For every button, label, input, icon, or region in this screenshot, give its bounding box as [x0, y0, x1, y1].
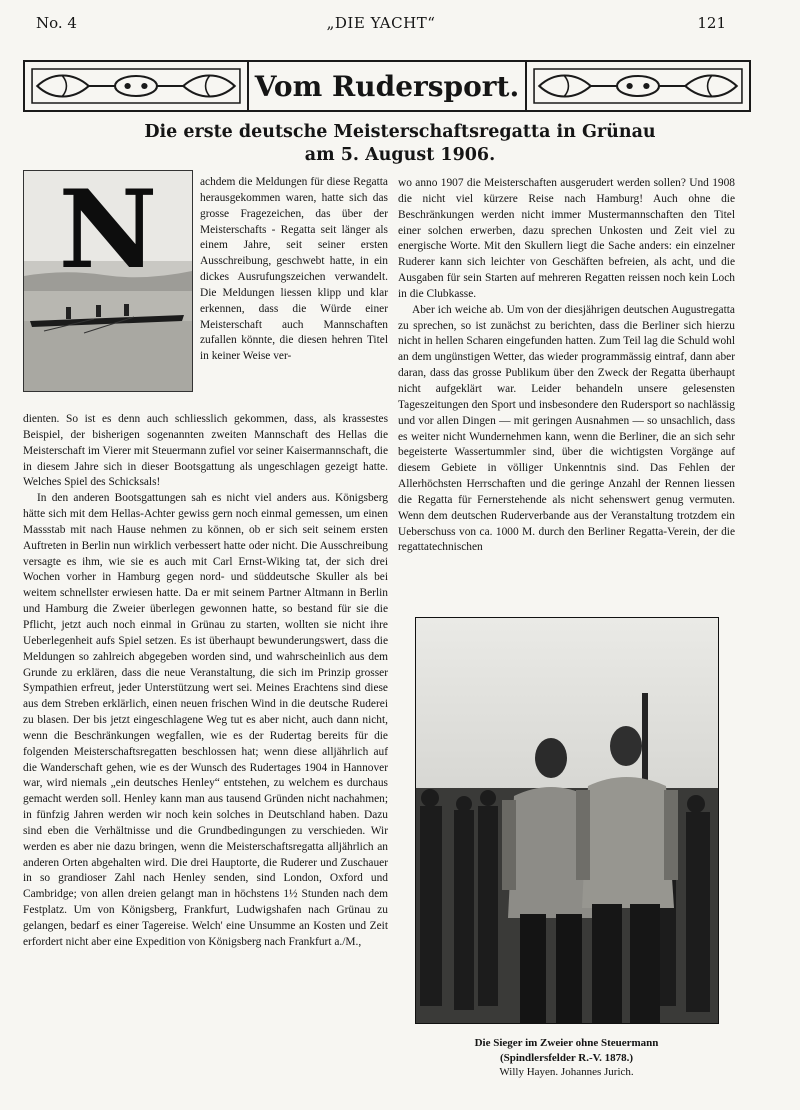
issue-number: No. 4	[36, 14, 77, 32]
journal-name: „DIE YACHT“	[326, 14, 436, 32]
column-1-body	[23, 412, 388, 951]
page-header	[36, 14, 726, 40]
section-title: Vom Rudersport.	[247, 62, 527, 110]
photo-caption	[398, 1036, 735, 1080]
ornament-left	[25, 62, 247, 110]
article-title-line-1: Die erste deutsche Meisterschaftsregatta in Grünau	[144, 122, 656, 142]
initial-letter: N	[58, 171, 158, 293]
paragraph: In den anderen Bootsgattungen sah es nicht viel anders aus. Königsberg hätte sich mit dem Hellas-Achter gewiss gern noch einmal gemessen, um einen Massstab mit nach Hause nehmen zu können, ob er sich seit seinem ersten Auftreten in Berlin nun wirklich verbessert hatte oder nicht. Die Ausschreibung versagte es ihm, wie sie es auch mit Carl Ernst-Wiking tat, der sich drei Wochen vorher in Hamburg gegen nord- und süddeutsche Skuller als bei weitem schnellster erwiesen hatte. Da er mit seinem Partner Altmann in Berlin und Hamburg die Zweier überlegen gewonnen hatte, so bestand für sie die Pflicht, jetzt auch noch einmal in Grünau zu starten, wollten sie nicht ihre Ueberlegenheit aufs Spiel setzen. Es ist überhaupt bewunderungswert, dass die Meldungen so zahlreich abgegeben worden sind, und wahrscheinlich aus dem Grunde zu erklären, dass die neue Veranstaltung, die sich im Prinzip grosser Sympathien erfreut, jeder Unterstützung wert sei. Meines Erachtens sind diese aus dem Streben erklärlich, einen neuen frischen Wind in die deutsche Ruderei zu blasen. Der bis jetzt eingeschlagene Weg tut es aber nicht, auch dann nicht, wenn die Beschränkungen wegfallen, wie es der Rudertag bereits für die folgenden Meisterschaftsregatten beschlossen hat; wenn diese alljährlich auf die Wanderschaft gehen, wie es der Wunsch des Rudertages 1904 in Hannover war, wird niemals „ein deutsches Henley“ entstehen, zu welchem es durchaus gemacht werden soll. Henley kann man aus tausend Gründen nicht nachahmen; in fünfzig Jahren werden wir noch kein solches in Deutschland haben. Dazu sind eben die Verhältnisse und die Grundbedingungen zu verschieden. Wir werden es aber nie dazu bringen, wenn die Meisterschaftsregatta alljährlich an anderen Orten abgehalten wird. Die drei Hauptorte, die Ruderer und Zuschauer in so grandioser Zahl nach Henley senden, sind London, Oxford und Cambridge; von allen dreien gelangt man in höchstens 1½ Stunden nach dem Festplatz. Um von Königsberg, Frankfurt, Ludwigshafen nach Grünau zu gelangen, bedarf es einer Tagereise. Welch' eine Unsumme an Kosten und Zeit erfordert nicht aber eine Expedition von Königsberg nach Frankfurt a./M.,	[23, 492, 388, 948]
article-title-line-2: am 5. August 1906.	[304, 145, 496, 165]
initial-letter-illustration	[23, 170, 193, 392]
ornament-right	[527, 62, 749, 110]
article-title	[100, 121, 700, 167]
caption-names: Willy Hayen. Johannes Jurich.	[499, 1066, 634, 1078]
column-2-body	[398, 176, 735, 556]
paragraph: dienten. So ist es denn auch schliesslich gekommen, dass, als krassestes Beispiel, der bisherigen sogenannten zweiten Mannschaft des Hellas die Meisterschaft im Vierer mit Steuermann zufiel vor seiner Kaisermannschaft, die in diesem Jahre sich in dieser Bootsgattung als ungeschlagen gezeigt hatte. Welches Spiel des Schicksals!	[23, 413, 388, 489]
paragraph: wo anno 1907 die Meisterschaften ausgerudert werden sollen? Und 1908 die nicht viel kürzere Reise nach Hamburg! Auch ohne die Beschränkungen werden nicht immer Mustermannschaften den Titel einer solchen erwerben, dazu sprechen Unkosten und Zeit viel zu energische Worte. Mit den Skullern liegt die Sache anders: ein einzelner Ruderer kann sich leichter von Geschäften befreien, als acht, und die Ausgaben für sein Starten auf mehreren Regatten reissen noch kein Loch in die Clubkasse.	[398, 177, 735, 300]
paragraph: achdem die Meldungen für diese Regatta herausgekommen waren, hatte sich das grosse Fragezeichen, das über der Meisterschafts - Regatta seit länger als einem Jahre, seit seiner ersten Ausschreibung, geschwebt hatte, in ein dickes Ausrufungszeichen verwandelt. Die Meldungen liessen klipp und klar erkennen, dass die Würde einer Meisterschaft auch Mannschaften zufallen könnte, die diesen hehren Titel in keiner Weise ver-	[200, 176, 388, 363]
caption-club: (Spindlersfelder R.-V. 1878.)	[499, 1051, 634, 1064]
caption-title: Die Sieger im Zweier ohne Steuermann	[474, 1037, 659, 1049]
page-number: 121	[697, 14, 726, 32]
column-1-intro	[200, 175, 388, 365]
winners-photo	[415, 617, 719, 1024]
paragraph: Aber ich weiche ab. Um von der diesjährigen deutschen Augustregatta zu sprechen, so ist zunächst zu berichten, dass die Berliner sich hierzu nicht in hellen Scharen eingefunden hatten. Zum Teil lag die Schuld wohl an dem ungünstigen Wetter, das wieder programmässig eintraf, dann aber daran, dass das grosse Publikum über den Zweck der Regatta überhaupt nicht aufgeklärt war. Leider behandeln unsere gelesensten Tageszeitungen den Sport und insbesondere den Rudersport so nachlässig und vor allen Dingen — mit geringen Ausnahmen — so unsachlich, dass es weiter nicht Wundernehmen kann, wenn die Berliner, die an sich sehr begeisterte Wassertummler sind, über die wichtigsten Vorgänge auf diesem Gebiete in völliger Unkenntnis sind. Das Fehlen der Allerhöchsten Herrschaften und die geringe Anzahl der Rennen liessen die Regatta für Fernerstehende als nicht sehenswert genug vermuten. Wenn dem deutschen Ruderverbande aus der Veranstaltung trotzdem ein Ueberschuss von ca. 1000 M. durch den Berliner Regatta-Verein, der die regattatechnischen	[398, 303, 735, 554]
section-banner	[23, 60, 751, 112]
